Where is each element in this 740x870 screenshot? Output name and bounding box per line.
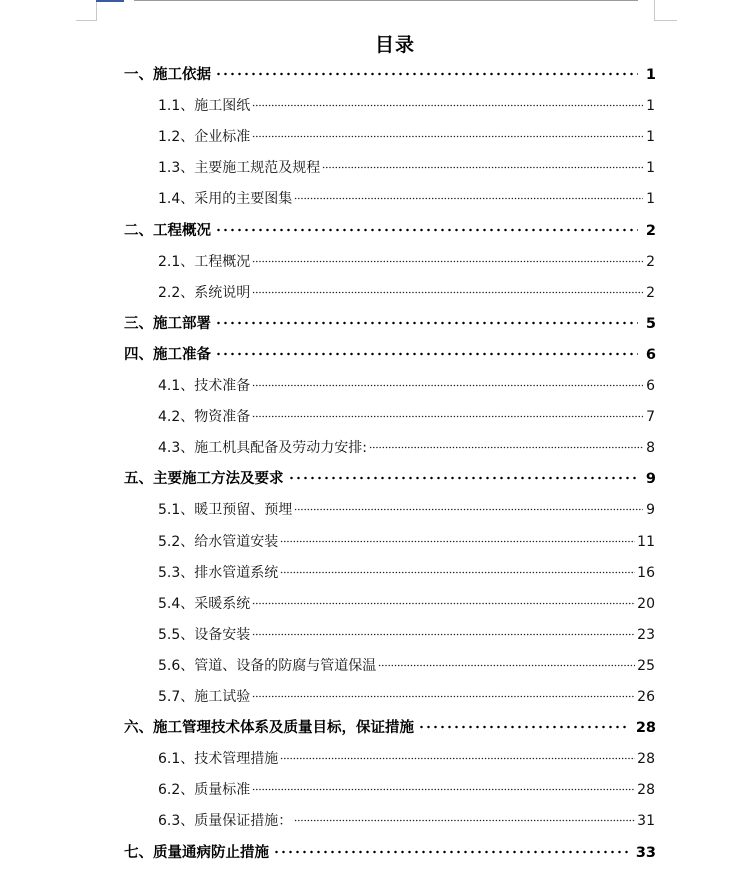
toc-entry-section[interactable]	[158, 375, 655, 397]
toc-entry-section[interactable]	[158, 251, 655, 273]
toc-entry-section[interactable]	[158, 126, 655, 148]
toc-dot-leader	[252, 291, 643, 294]
toc-entry-section[interactable]	[158, 157, 655, 179]
toc-entry-chapter[interactable]	[124, 717, 656, 739]
toc-entry-page-number: 8	[646, 440, 655, 457]
toc-dot-leader	[273, 850, 628, 854]
toc-entry-text: 5.1、暖卫预留、预埋	[158, 502, 293, 519]
toc-entry-text: 5.6、管道、设备的防腐与管道保温	[158, 657, 377, 674]
toc-entry-page-number: 16	[637, 564, 655, 581]
toc-dot-leader	[280, 540, 635, 543]
toc-entry-text: 一、施工依据	[124, 67, 211, 83]
toc-entry-section[interactable]	[158, 95, 655, 117]
toc-dot-leader	[252, 415, 643, 418]
toc-dot-leader	[215, 228, 638, 232]
toc-entry-page-number: 28	[637, 751, 655, 768]
toc-entry-page-number: 5	[645, 315, 656, 332]
toc-entry-page-number: 31	[637, 813, 655, 830]
toc-entry-text: 1.4、采用的主要图集	[158, 191, 293, 208]
toc-dot-leader	[252, 788, 635, 791]
toc-entry-text: 七、质量通病防止措施	[124, 844, 269, 861]
toc-dot-leader	[294, 819, 635, 822]
toc-entry-page-number: 33	[635, 844, 656, 861]
page-corner-mark-top-left	[76, 0, 97, 21]
toc-entry-section[interactable]	[158, 188, 655, 210]
toc-entry-section[interactable]	[158, 406, 655, 428]
toc-dot-leader	[294, 508, 643, 511]
toc-entry-text: 6.1、技术管理措施	[158, 751, 279, 768]
toc-entry-text: 5.5、设备安装	[158, 626, 251, 643]
page-corner-mark-top-right	[654, 0, 677, 21]
toc-entry-page-number: 25	[637, 657, 655, 674]
toc-entry-text: 1.3、主要施工规范及规程	[158, 160, 321, 177]
toc-entry-chapter[interactable]	[124, 344, 656, 366]
toc-dot-leader	[280, 757, 635, 760]
toc-dot-leader	[252, 695, 635, 698]
toc-dot-leader	[252, 135, 643, 138]
toc-entry-page-number: 1	[646, 98, 655, 115]
toc-entry-page-number: 20	[637, 595, 655, 612]
toc-entry-chapter[interactable]	[124, 64, 656, 86]
toc-entry-text: 5.4、采暖系统	[158, 595, 251, 612]
toc-entry-text: 4.2、物资准备	[158, 409, 251, 426]
toc-entry-text: 1.2、企业标准	[158, 129, 251, 146]
toc-entry-section[interactable]	[158, 531, 655, 553]
toc-entry-page-number: 6	[646, 378, 655, 394]
toc-dot-leader	[252, 384, 643, 387]
toc-dot-leader	[252, 602, 635, 605]
toc-entry-page-number: 7	[646, 409, 655, 426]
toc-title: 目录	[374, 34, 415, 56]
toc-dot-leader	[322, 166, 643, 169]
toc-dot-leader	[252, 633, 635, 636]
toc-dot-leader	[369, 446, 643, 449]
toc-entry-page-number: 1	[646, 160, 655, 177]
toc-entry-text: 四、施工准备	[124, 346, 211, 363]
toc-dot-leader	[215, 321, 638, 325]
toc-entry-text: 五、主要施工方法及要求	[124, 471, 284, 488]
toc-entry-section[interactable]	[158, 593, 655, 615]
toc-entry-text: 5.2、给水管道安装	[158, 533, 279, 550]
toc-entry-text: 2.1、工程概况	[158, 253, 251, 270]
toc-entry-chapter[interactable]	[124, 220, 656, 242]
toc-dot-leader	[252, 260, 643, 263]
toc-dot-leader	[294, 197, 643, 200]
toc-entry-page-number: 6	[645, 346, 656, 363]
toc-entry-section[interactable]	[158, 282, 655, 304]
toc-entry-text: 5.3、排水管道系统	[158, 564, 279, 581]
toc-entry-page-number: 11	[637, 533, 655, 550]
toc-entry-section[interactable]	[158, 748, 655, 770]
toc-entry-text: 六、施工管理技术体系及质量目标，保证措施	[124, 720, 414, 737]
toc-entry-text: 二、工程概况	[124, 222, 211, 239]
toc-entry-text: 4.3、施工机具配备及劳动力安排:	[158, 440, 367, 457]
toc-dot-leader	[280, 571, 635, 574]
toc-entry-text: 1.1、施工图纸	[158, 98, 251, 115]
toc-entry-page-number: 9	[645, 471, 656, 488]
toc-entry-section[interactable]	[158, 562, 655, 584]
toc-dot-leader	[215, 352, 638, 356]
toc-entry-page-number: 1	[645, 67, 656, 83]
toc-entry-section[interactable]	[158, 655, 655, 677]
toc-entry-page-number: 2	[646, 284, 655, 301]
toc-dot-leader	[215, 72, 638, 76]
toc-entry-section[interactable]	[158, 810, 655, 832]
toc-entry-text: 2.2、系统说明	[158, 284, 251, 301]
toc-entry-section[interactable]	[158, 499, 655, 521]
toc-entry-page-number: 9	[646, 502, 655, 519]
toc-entry-text: 6.2、质量标准	[158, 782, 251, 799]
toc-entry-page-number: 28	[635, 720, 656, 737]
toc-entry-chapter[interactable]	[124, 842, 656, 864]
toc-entry-page-number: 28	[637, 782, 655, 799]
toc-entry-section[interactable]	[158, 779, 655, 801]
toc-entry-chapter[interactable]	[124, 313, 656, 335]
toc-entry-page-number: 26	[637, 689, 655, 705]
toc-entry-text: 6.3、质量保证措施：	[158, 813, 293, 830]
toc-dot-leader	[378, 664, 635, 667]
toc-dot-leader	[288, 476, 638, 480]
page-top-tab-marker	[96, 0, 124, 2]
toc-entry-page-number: 2	[645, 222, 656, 239]
toc-entry-section[interactable]	[158, 437, 655, 459]
toc-entry-text: 5.7、施工试验	[158, 689, 251, 705]
toc-entry-section[interactable]	[158, 624, 655, 646]
toc-entry-page-number: 1	[646, 191, 655, 208]
toc-dot-leader	[252, 104, 643, 107]
toc-dot-leader	[418, 725, 628, 729]
page-top-rule	[134, 0, 638, 1]
toc-entry-page-number: 2	[646, 253, 655, 270]
toc-entry-page-number: 23	[637, 626, 655, 643]
toc-entry-text: 三、施工部署	[124, 315, 211, 332]
toc-entry-page-number: 1	[646, 129, 655, 146]
toc-entry-text: 4.1、技术准备	[158, 378, 251, 394]
toc-entry-chapter[interactable]	[124, 468, 656, 490]
toc-entry-section[interactable]	[158, 686, 655, 708]
